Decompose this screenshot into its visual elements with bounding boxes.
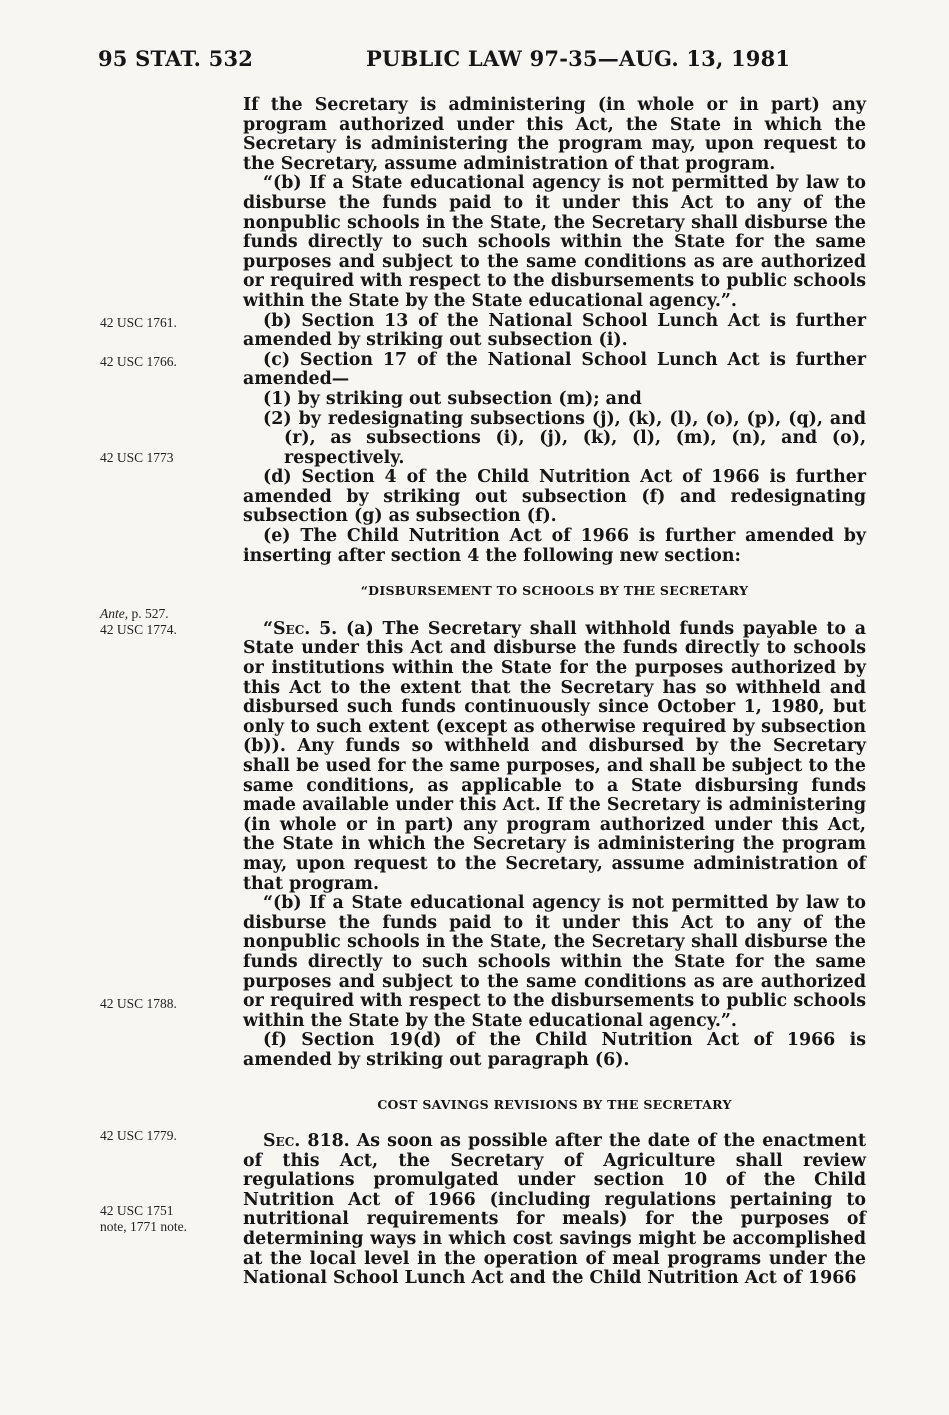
page-header <box>98 46 858 76</box>
section-number: Sec. 818. <box>263 1131 350 1152</box>
paragraph: (c) Section 17 of the National School Lunch Act is further amended— <box>243 349 866 390</box>
margin-note: 42 USC 1766. <box>100 354 177 369</box>
margin-note-line: 42 USC 1774. <box>100 622 177 637</box>
paragraph <box>243 620 866 894</box>
list-item: (2) by redesignating subsections (j), (k), (l), (o), (p), (q), and (r), as subsections (i), (j), (k), (l), (m), (n), and (o), respectively. <box>263 408 866 468</box>
paragraph-text: (a) The Secretary shall withhold funds payable to a State under this Act and disburse the funds directly to schools or institutions within the State for the purposes authorized by this Act to the extent that the Secretary has so withheld and disbursed such funds continuously since October 1, 1980, but only to such extent (except as otherwise required by subsection (b)). Any funds so withheld and disbursed by the Secretary shall be used for the same purposes, and shall be subject to the same conditions, as applicable to a State disbursing funds made available under this Act. If the Secretary is administering (in whole or in part) any program authorized under this Act, the State in which the Secretary is administering the program may, upon request to the Secretary, assume administration of that program. <box>243 618 866 894</box>
margin-note <box>100 1203 240 1235</box>
section-heading: COST SAVINGS REVISIONS BY THE SECRETARY <box>377 1096 732 1112</box>
margin-note: 42 USC 1788. <box>100 996 177 1011</box>
paragraph: (e) The Child Nutrition Act of 1966 is further amended by inserting after section 4 the following new section: <box>243 526 866 566</box>
section-heading: “DISBURSEMENT TO SCHOOLS BY THE SECRETARY <box>360 583 749 599</box>
paragraph <box>243 1132 866 1289</box>
paragraph: (d) Section 4 of the Child Nutrition Act of 1966 is further amended by striking out subsection (f) and redesignating subsection (g) as subsection (f). <box>243 467 866 527</box>
margin-note <box>100 606 240 638</box>
paragraph-text: As soon as possible after the date of the enactment of this Act, the Secretary of Agriculture shall review regulations promulgated under section 10 of the Child Nutrition Act of 1966 (including regulations pertaining to nutritional requirements for meals) for the purposes of determining ways in which cost savings might be accomplished at the local level in the operation of meal programs under the National School Lunch Act and the Child Nutrition Act of 1966 <box>243 1131 866 1289</box>
body-text <box>243 96 866 1289</box>
paragraph: (f) Section 19(d) of the Child Nutrition Act of 1966 is amended by striking out paragraph (6). <box>243 1030 866 1070</box>
margin-note: 42 USC 1779. <box>100 1128 177 1143</box>
margin-note-line <box>100 606 240 622</box>
margin-note-ante: Ante, <box>100 606 129 621</box>
margin-note: 42 USC 1761. <box>100 315 177 330</box>
section-number: “Sec. 5. <box>263 618 338 639</box>
page-stat-reference: 95 STAT. 532 <box>98 46 254 71</box>
paragraph: (b) Section 13 of the National School Lunch Act is further amended by striking out subsection (i). <box>243 310 866 351</box>
margin-note-line: note, 1771 note. <box>100 1219 187 1234</box>
margin-note-line: 42 USC 1751 <box>100 1203 174 1218</box>
paragraph: If the Secretary is administering (in whole or in part) any program authorized under this Act, the State in which the Secretary is administering the program may, upon request to the Secretary, assume administration of that program. <box>243 95 866 174</box>
list-item: (1) by striking out subsection (m); and <box>263 388 642 409</box>
margin-note-page: p. 527. <box>128 606 169 621</box>
paragraph: “(b) If a State educational agency is not permitted by law to disburse the funds paid to it under this Act to any of the nonpublic schools in the State, the Secretary shall disburse the funds directly to such schools within the State for the same purposes and subject to the same conditions as are authorized or required with respect to the disbursements to public schools within the State by the State educational agency.”. <box>243 893 866 1031</box>
paragraph: “(b) If a State educational agency is not permitted by law to disburse the funds paid to it under this Act to any of the nonpublic schools in the State, the Secretary shall disburse the funds directly to such schools within the State for the same purposes and subject to the same conditions as are authorized or required with respect to the disbursements to public schools within the State by the State educational agency.”. <box>243 173 866 311</box>
margin-note: 42 USC 1773 <box>100 450 174 465</box>
page-title: PUBLIC LAW 97-35—AUG. 13, 1981 <box>366 46 791 71</box>
